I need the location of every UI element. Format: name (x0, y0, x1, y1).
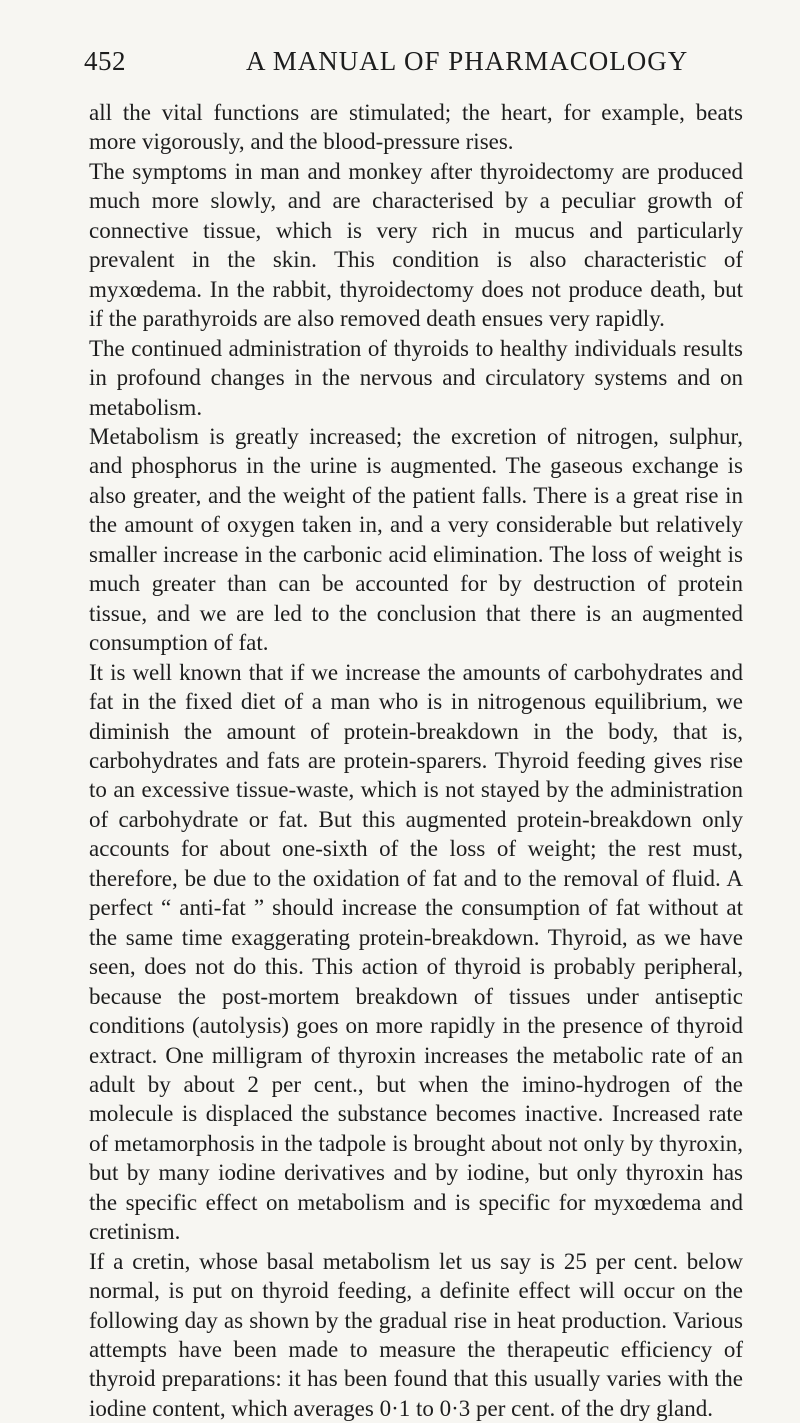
paragraph-continued: all the vital functions are stimulated; the heart, for example, beats more vigorously, and the blood-pressure rises. (89, 100, 743, 155)
paragraph-metabolism: Metabolism is greatly increased; the excretion of nitrogen, sulphur, and phosphorus in the urine is augmented. The gaseous exchange is also greater, and the weight of the patient falls. There is a great rise in the amount of oxygen taken in, and a very considerable but relatively smaller increase in the carbonic acid elimination. The loss of weight is much greater than can be accounted for by destruction of protein tissue, and we are led to the conclusion that there is an augmented consumption of fat. (89, 423, 743, 656)
paragraph-cretin: If a cretin, whose basal metabolism let us say is 25 per cent. below normal, is put on thyroid feeding, a definite effect will occur on the following day as shown by the gradual rise in heat production. Various attempts have been made to measure the therapeutic efficiency of thyroid preparations: it has been found that this usually varies with the iodine content, which averages 0·1 to 0·3 per cent. of the dry gland. (89, 1248, 743, 1421)
paragraph-carbohydrates: It is well known that if we increase the amounts of carbohydrates and fat in the fixed diet of a man who is in nitrogenous equilibrium, we diminish the amount of protein-breakdown in the body, that is, carbohydrates and fats are protein-sparers. Thyroid feeding gives rise to an excessive tissue-waste, which is not stayed by the administration of carbohydrate or fat. But this augmented protein-breakdown only accounts for about one-sixth of the loss of weight; the rest must, therefore, be due to the oxidation of fat and to the removal of fluid. A perfect “ anti-fat ” should increase the consumption of fat without at the same time exaggerating protein-breakdown. Thyroid, as we have seen, does not do this. This action of thyroid is probably peripheral, because the post-mortem breakdown of tissues under antiseptic conditions (autolysis) goes on more rapidly in the presence of thyroid extract. One milligram of thyroxin increases the metabolic rate of an adult by about 2 per cent., but when the imino-hydrogen of the molecule is displaced the substance becomes inactive. Increased rate of metamorphosis in the tadpole is brought about not only by thyroxin, but by many iodine derivatives and by iodine, but only thyroxin has the specific effect on metabolism and is specific for myxœdema and cretinism. (89, 659, 743, 1245)
page-number: 452 (84, 46, 126, 76)
body-text (89, 98, 743, 1423)
page-header (84, 46, 744, 86)
paragraph-administration: The continued administration of thyroids to healthy individuals results in profound changes in the nervous and circulatory systems and on metabolism. (89, 335, 743, 420)
paragraph-symptoms: The symptoms in man and monkey after thyroidectomy are produced much more slowly, and are characterised by a peculiar growth of connective tissue, which is very rich in mucus and particularly prevalent in the skin. This condition is also characteristic of myxœdema. In the rabbit, thyroidectomy does not produce death, but if the parathyroids are also removed death ensues very rapidly. (89, 158, 743, 332)
running-title: A MANUAL OF PHARMACOLOGY (246, 46, 689, 76)
